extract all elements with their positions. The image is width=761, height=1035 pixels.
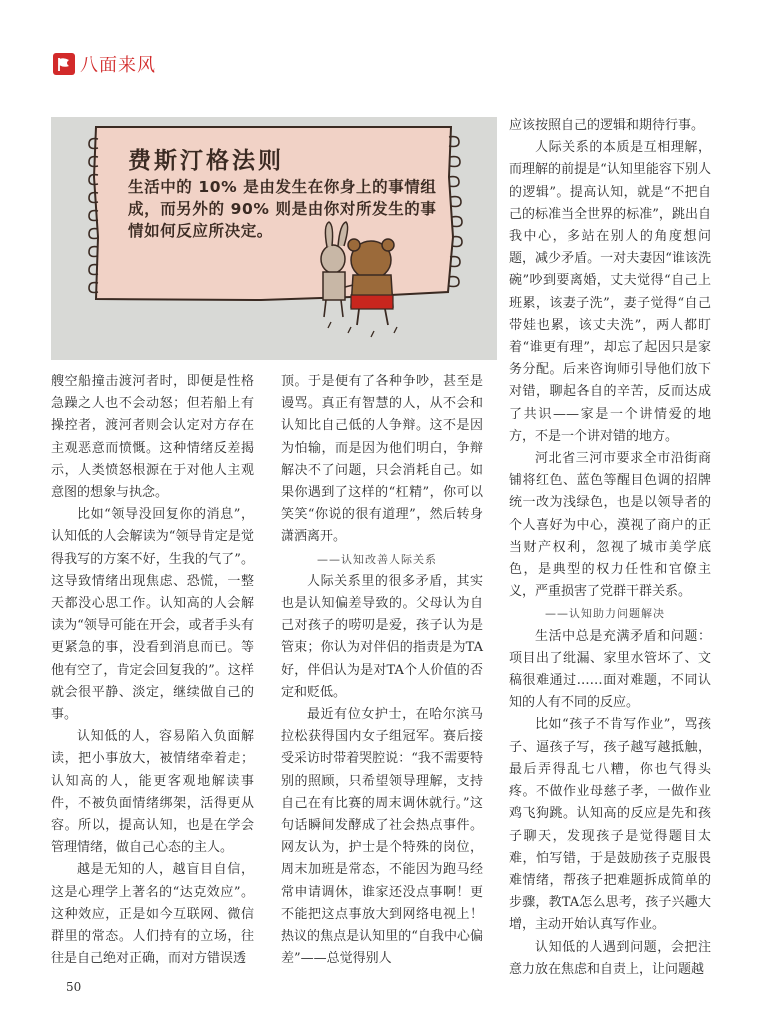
- figure-text: 生活中的 10% 是由发生在你身上的事情组成，而另外的 90% 则是由你对所发生的事情如何反应所决定。: [128, 178, 437, 240]
- section-title: 八面来风: [80, 55, 156, 76]
- paragraph: 艘空船撞击渡河者时，即便是性格急躁之人也不会动怒；但若船上有操控者，渡河者则会认定对方存在主观恶意而愤慨。这种情绪反差揭示，人类愤怒根源在于对他人主观意图的想象与执念。: [51, 374, 254, 501]
- column-3: [509, 115, 711, 981]
- paragraph: 应该按照自己的逻辑和期待行事。: [509, 118, 705, 133]
- illustration-panel: [51, 117, 497, 360]
- paragraph: 认知低的人遇到问题，会把注意力放在焦虑和自责上，让问题越: [509, 939, 711, 977]
- paragraph: 越是无知的人，越盲目自信，这是心理学上著名的“达克效应”。这种效应，正是如今互联网、微信群里的常态。人们持有的立场，往往是自己绝对正确，而对方错误透: [51, 862, 254, 967]
- paragraph: 比如“领导没回复你的消息”，认知低的人会解读为“领导肯定是觉得我写的方案不好，生我的气了”。这导致情绪出现焦虑、恐慌，一整天都没心思工作。认知高的人会解读为“领导可能在开会，或者手头有更紧急的事，没看到消息而已。等他有空了，肯定会回复我的”。这样就会很平静、淡定，继续做自己的事。: [51, 507, 254, 723]
- figure-title: 费斯汀格法则: [128, 148, 284, 174]
- subheading: ——认知改善人际关系: [317, 552, 437, 566]
- subheading: ——认知助力问题解决: [545, 607, 665, 621]
- section-header: [53, 50, 156, 78]
- paragraph: 顶。于是便有了各种争吵，甚至是谩骂。真正有智慧的人，从不会和认知比自己低的人争辩。这不是因为怕输，而是因为他们明白，争辩解决不了问题，只会消耗自己。如果你遇到了这样的“杠精”，你可以笑笑“你说的很有道理”，然后转身潇洒离开。: [281, 374, 483, 545]
- column-2: [281, 371, 483, 970]
- bear-icon: [345, 239, 394, 325]
- paragraph: 生活中总是充满矛盾和问题：项目出了纰漏、家里水管坏了、文稿很难通过……面对难题，不同认知的人有不同的反应。: [509, 628, 711, 711]
- paragraph: 人际关系里的很多矛盾，其实也是认知偏差导致的。父母认为自己对孩子的唠叨是爱，孩子认为是管束；你认为对伴侣的指责是为TA好，伴侣认为是对TA个人价值的否定和贬低。: [281, 573, 483, 700]
- paragraph: 河北省三河市要求全市沿街商铺将红色、蓝色等醒目色调的招牌统一改为浅绿色，也是以领导者的个人喜好为中心，漠视了商户的正当财产权利，忽视了城市美学底色，是典型的权力任性和官僚主义，严重损害了党群干群关系。: [509, 451, 711, 600]
- paragraph: 比如“孩子不肯写作业”，骂孩子、逼孩子写，孩子越写越抵触，最后弄得乱七八糟，你也气得头疼。不做作业母慈子孝，一做作业鸡飞狗跳。认知高的反应是先和孩子聊天，发现孩子是觉得题目太难，怕写错，于是鼓励孩子克服畏难情绪，帮孩子把难题拆成简单的步骤，教TA怎么思考，孩子兴趣大增，主动开始认真写作业。: [509, 717, 711, 933]
- paragraph: 人际关系的本质是互相理解，而理解的前提是“认知里能容下别人的逻辑”。提高认知，就是“不把自己的标准当全世界的标准”，跳出自我中心，多站在别人的角度想问题，减少矛盾。一对夫妻因“谁该洗碗”吵到要离婚，丈夫觉得“自己上班累，该妻子洗”，妻子觉得“自己带娃也累，该丈夫洗”，两人都盯着“谁更有理”，却忘了起因只是家务分配。后来咨询师引导他们放下对错，聊起各自的辛苦，反而达成了共识——家是一个讲情爱的地方，不是一个讲对错的地方。: [509, 140, 711, 444]
- paragraph: 最近有位女护士，在哈尔滨马拉松获得国内女子组冠军。赛后接受采访时带着哭腔说：“我不需要特别的照顾，只希望领导理解，支持自己在有比赛的周末调休就行。”这句话瞬间发酵成了社会热点事件。网友认为，护士是个特殊的岗位，周末加班是常态，不能因为跑马经常申请调休，谁家还没点事啊！更不能把这点事放大到网络电视上！热议的焦点是认知里的“自我中心偏差”——总觉得别人: [281, 707, 483, 967]
- page-number: 50: [66, 980, 82, 994]
- paragraph: 认知低的人，容易陷入负面解读，把小事放大，被情绪牵着走；认知高的人，能更客观地解读事件，不被负面情绪绑架，活得更从容。所以，提高认知，也是在学会管理情绪，做自己心态的主人。: [51, 729, 254, 856]
- column-1: [51, 371, 254, 970]
- flag-icon: [53, 53, 75, 75]
